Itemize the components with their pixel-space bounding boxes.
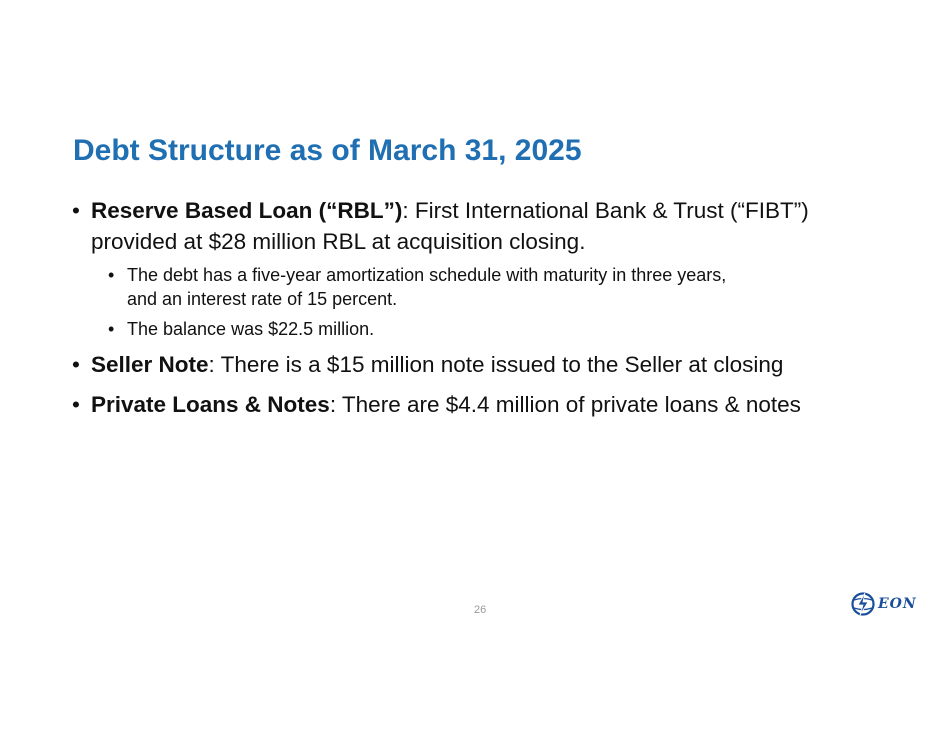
bullet-private-loans-text: : There are $4.4 million of private loans & notes [329,392,801,417]
bullet-private-loans-heading: Private Loans & Notes [91,392,330,417]
bullet-dot: • [72,198,80,223]
bullet-rbl-text-line1: : First International Bank & Trust (“FIBT”) [402,198,809,223]
sub-bullet-dot: • [108,265,115,285]
sub-bullet-amortization-line1: The debt has a five-year amortization schedule with maturity in three years, [127,265,727,285]
rbl-sub-list [91,263,932,341]
bullet-seller-note [72,349,932,380]
sub-bullet-amortization [108,263,932,311]
logo-text: EON [878,596,917,612]
bullet-rbl [72,195,932,341]
sub-bullet-balance [108,317,932,341]
bullet-rbl-heading: Reserve Based Loan (“RBL”) [91,198,403,223]
eon-logo [850,590,920,618]
slide-title: Debt Structure as of March 31, 2025 [73,134,582,167]
bullet-private-loans [72,389,932,420]
sub-bullet-amortization-line2: and an interest rate of 15 percent. [127,289,398,309]
bullet-dot: • [72,392,80,417]
bullet-rbl-text-line2: provided at $28 million RBL at acquisition closing. [91,229,586,254]
page-number: 26 [474,604,487,616]
bullet-seller-note-text: : There is a $15 million note issued to the Seller at closing [208,352,784,377]
bullet-list [72,195,932,428]
bullet-dot: • [72,352,80,377]
sub-bullet-dot: • [108,319,115,339]
lightning-globe-icon [850,591,876,617]
sub-bullet-balance-line1: The balance was $22.5 million. [127,319,375,339]
bullet-seller-note-heading: Seller Note [91,352,209,377]
